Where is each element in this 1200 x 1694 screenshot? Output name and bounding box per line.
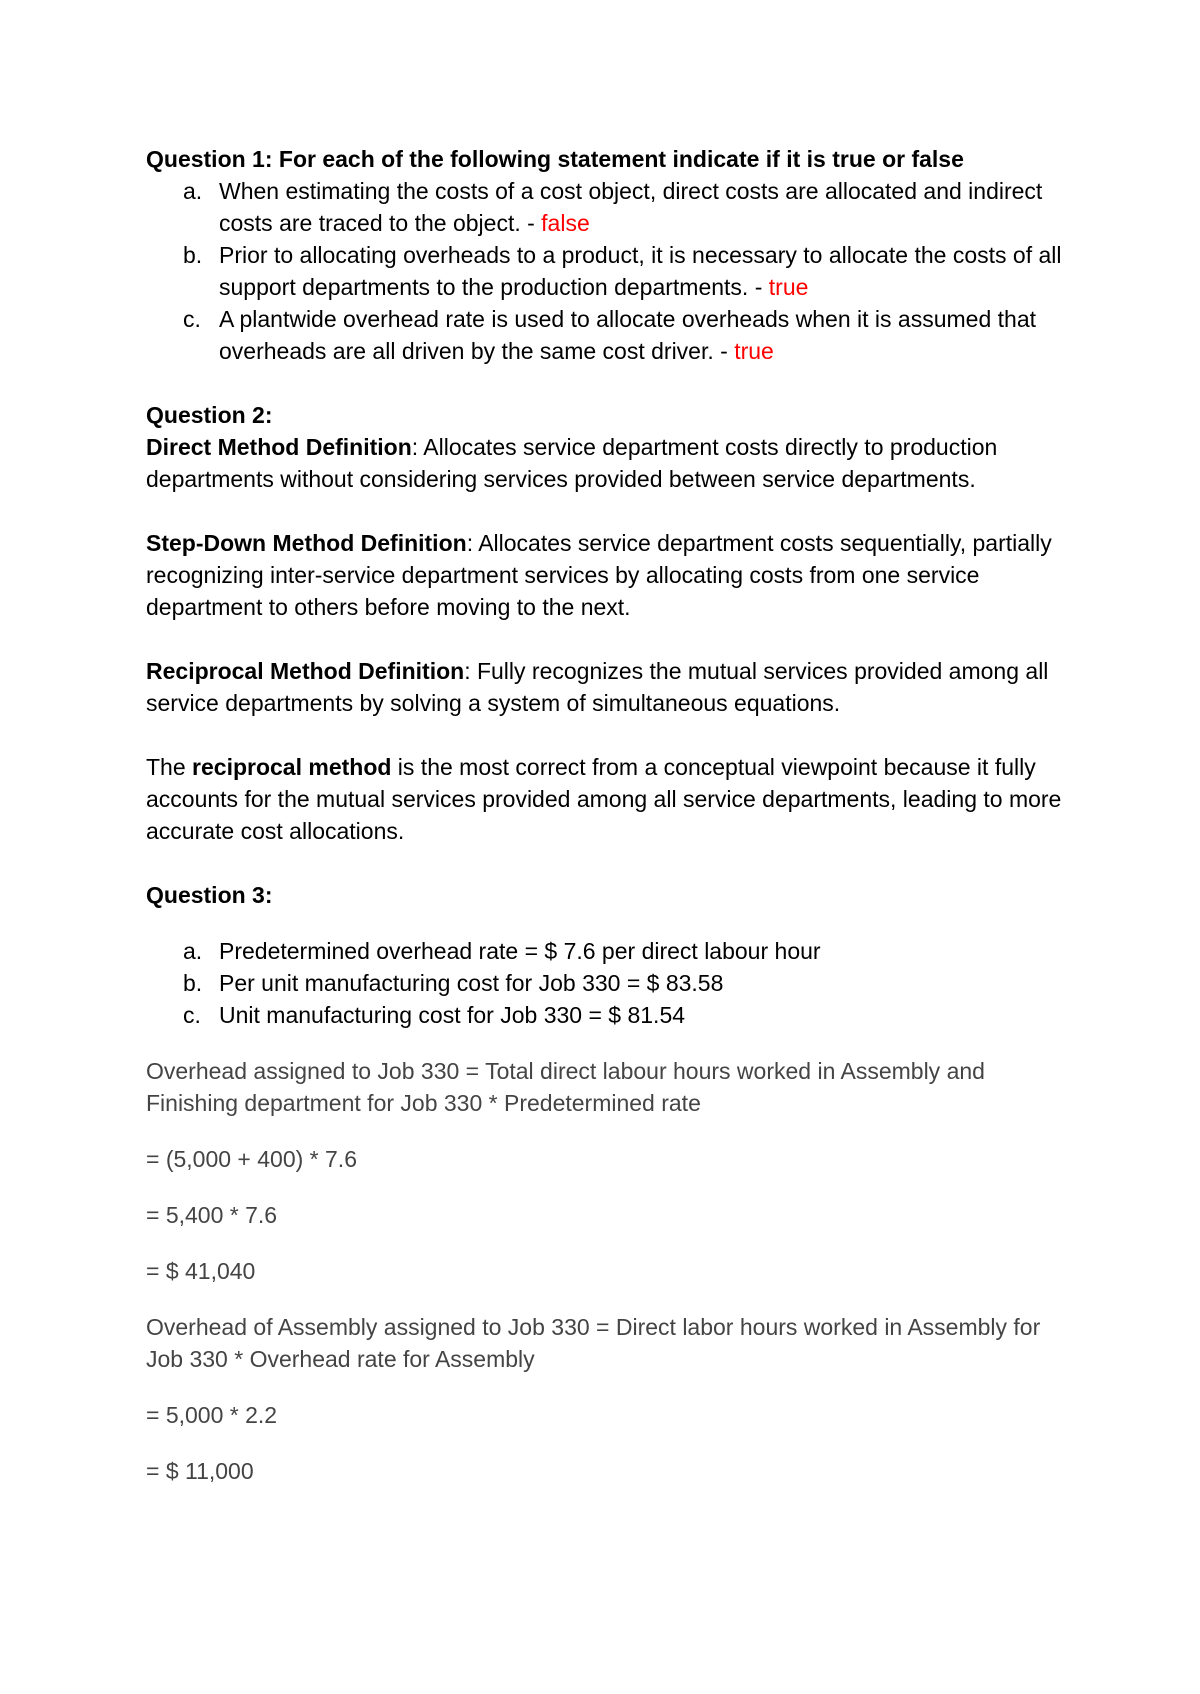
question-3-list xyxy=(146,935,1076,1031)
direct-method-definition xyxy=(146,431,1076,495)
conclusion-prefix: The xyxy=(146,754,193,780)
statement-text: When estimating the costs of a cost object, direct costs are allocated and indirect costs are traced to the object. - xyxy=(219,178,1043,236)
calc-line-5: = $ 11,000 xyxy=(146,1458,254,1484)
answer-true: true xyxy=(768,274,809,300)
answer-text: Predetermined overhead rate = $ 7.6 per direct labour hour xyxy=(219,938,821,964)
list-marker: b. xyxy=(183,970,203,996)
question-3-item-c xyxy=(146,999,1076,1031)
calc-line-2: = 5,400 * 7.6 xyxy=(146,1202,278,1228)
calc-line-1: = (5,000 + 400) * 7.6 xyxy=(146,1146,357,1172)
question-2-title: Question 2: xyxy=(146,402,273,428)
calc-line-3: = $ 41,040 xyxy=(146,1258,256,1284)
list-marker: c. xyxy=(183,1002,201,1028)
reciprocal-method-term: Reciprocal Method Definition xyxy=(146,658,465,684)
assembly-formula: Overhead of Assembly assigned to Job 330 = Direct labor hours worked in Assembly for Job 330 * Overhead rate for Assembly xyxy=(146,1314,1041,1372)
reciprocal-conclusion xyxy=(146,751,1076,847)
calculation-block xyxy=(146,1055,1076,1487)
statement-text: A plantwide overhead rate is used to allocate overheads when it is assumed that overheads are all driven by the same cost driver. - xyxy=(219,306,1036,364)
answer-text: Per unit manufacturing cost for Job 330 = $ 83.58 xyxy=(219,970,724,996)
overhead-formula: Overhead assigned to Job 330 = Total direct labour hours worked in Assembly and Finishing department for Job 330 * Predetermined rate xyxy=(146,1058,985,1116)
list-marker: b. xyxy=(183,242,203,268)
list-marker: c. xyxy=(183,306,201,332)
answer-false: false xyxy=(541,210,590,236)
question-1-list xyxy=(146,175,1076,367)
conclusion-text: is the most correct from a conceptual viewpoint because it fully accounts for the mutual services provided among all service departments, leading to more accurate cost allocations. xyxy=(146,754,1062,844)
direct-method-text: : Allocates service department costs directly to production departments without considering services provided between service departments. xyxy=(146,434,998,492)
statement-text: Prior to allocating overheads to a product, it is necessary to allocate the costs of all support departments to the production departments. - xyxy=(219,242,1062,300)
calc-line-4: = 5,000 * 2.2 xyxy=(146,1402,278,1428)
step-down-method-text: : Allocates service department costs sequentially, partially recognizing inter-service department services by allocating costs from one service department to others before moving to the next. xyxy=(146,530,1052,620)
reciprocal-method-definition xyxy=(146,655,1076,719)
question-3-item-a xyxy=(146,935,1076,967)
question-1-item-a xyxy=(146,175,1076,239)
question-3-title: Question 3: xyxy=(146,882,273,908)
list-marker: a. xyxy=(183,178,203,204)
list-marker: a. xyxy=(183,938,203,964)
answer-true: true xyxy=(734,338,774,364)
document-content xyxy=(146,143,1076,1487)
step-down-method-term: Step-Down Method Definition xyxy=(146,530,467,556)
step-down-method-definition xyxy=(146,527,1076,623)
question-1-title: Question 1: For each of the following statement indicate if it is true or false xyxy=(146,146,964,172)
conclusion-term: reciprocal method xyxy=(192,754,392,780)
reciprocal-method-text: : Fully recognizes the mutual services provided among all service departments by solving a system of simultaneous equations. xyxy=(146,658,1049,716)
answer-text: Unit manufacturing cost for Job 330 = $ 81.54 xyxy=(219,1002,686,1028)
question-1-item-b xyxy=(146,239,1076,303)
question-1-item-c xyxy=(146,303,1076,367)
question-3-item-b xyxy=(146,967,1076,999)
direct-method-term: Direct Method Definition xyxy=(146,434,412,460)
